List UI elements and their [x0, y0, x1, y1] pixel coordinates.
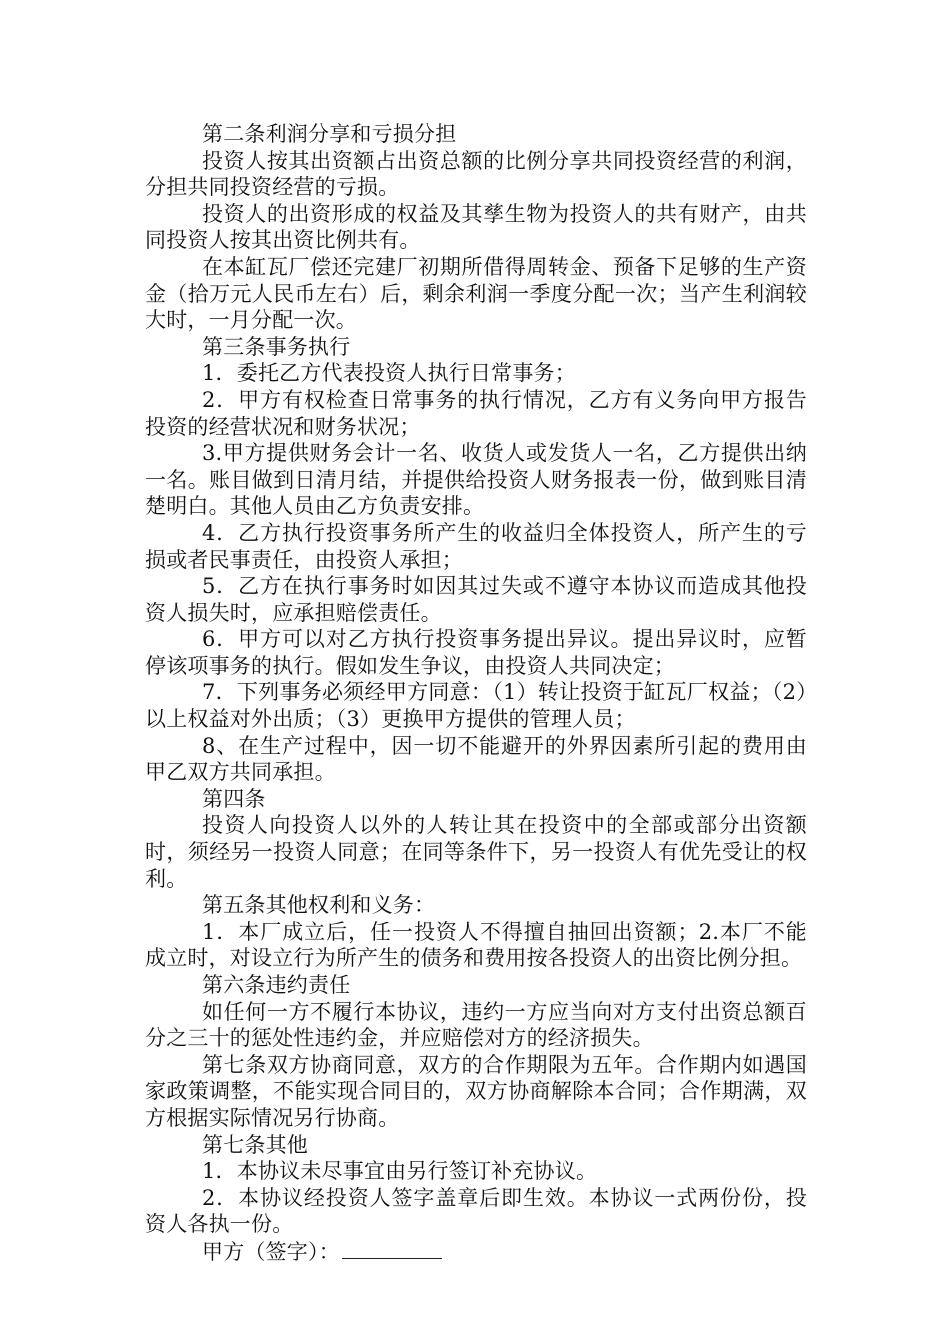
paragraph: 投资人按其出资额占出资总额的比例分享共同投资经营的利润，分担共同投资经营的亏损。	[145, 148, 807, 200]
list-item: 5．乙方在执行事务时如因其过失或不遵守本协议而造成其他投资人损失时，应承担赔偿责任。	[145, 574, 807, 625]
list-item: 6．甲方可以对乙方执行投资事务提出异议。提出异议时，应暂停该项事务的执行。假如发生争议，由投资人共同决定；	[145, 627, 807, 678]
list-item: 2．本协议经投资人签字盖章后即生效。本协议一式两份份，投资人各执一份。	[145, 1185, 807, 1237]
paragraph: 投资人向投资人以外的人转让其在投资中的全部或部分出资额时，须经另一投资人同意；在同等条件下，另一投资人有优先受让的权利。	[145, 813, 807, 891]
list-item: 1．本协议未尽事宜由另行签订补充协议。	[202, 1159, 598, 1184]
list-item: 1．本厂成立后，任一投资人不得擅自抽回出资额；2.本厂不能成立时，对设立行为所产生的债务和费用按各投资人的出资比例分担。	[145, 919, 807, 971]
signature-blank[interactable]	[342, 1238, 442, 1259]
article-6-heading: 第六条违约责任	[202, 973, 351, 997]
article-4-heading: 第四条	[202, 786, 266, 811]
list-item: 8、在生产过程中，因一切不能避开的外界因素所引起的费用由甲乙双方共同承担。	[145, 733, 807, 785]
paragraph: 投资人的出资形成的权益及其孳生物为投资人的共有财产，由共同投资人按其出资比例共有。	[145, 201, 807, 253]
article-5-heading: 第五条其他权利和义务：	[202, 893, 436, 918]
article-7-heading: 第七条其他	[202, 1132, 308, 1157]
paragraph: 在本缸瓦厂偿还完建厂初期所借得周转金、预备下足够的生产资金（拾万元人民币左右）后，剩余利润一季度分配一次；当产生利润较大时，一月分配一次。	[145, 254, 807, 333]
list-item: 1．委托乙方代表投资人执行日常事务；	[202, 361, 576, 386]
signature-line	[145, 1238, 807, 1266]
list-item: 4．乙方执行投资事务所产生的收益归全体投资人，所产生的亏损或者民事责任，由投资人承担；	[145, 520, 807, 572]
signature-label: 甲方（签字）：	[202, 1239, 340, 1264]
list-item: 3.甲方提供财务会计一名、收货人或发货人一名，乙方提供出纳一名。账目做到日清月结，并提供给投资人财务报表一份，做到账目清楚明白。其他人员由乙方负责安排。	[145, 441, 807, 519]
document-body	[145, 121, 807, 1266]
list-item: 7．下列事务必须经甲方同意：（1）转让投资于缸瓦厂权益；（2）以上权益对外出质；（3）更换甲方提供的管理人员；	[145, 680, 807, 732]
list-item: 2．甲方有权检查日常事务的执行情况，乙方有义务向甲方报告投资的经营状况和财务状况；	[145, 387, 807, 439]
paragraph: 如任何一方不履行本协议，违约一方应当向对方支付出资总额百分之三十的惩处性违约金，并应赔偿对方的经济损失。	[145, 999, 807, 1051]
article-2-heading: 第二条利润分享和亏损分担	[202, 122, 457, 146]
article-3-heading: 第三条事务执行	[202, 334, 351, 359]
paragraph: 第七条双方协商同意，双方的合作期限为五年。合作期内如遇国家政策调整，不能实现合同目的，双方协商解除本合同；合作期满，双方根据实际情况另行协商。	[145, 1052, 807, 1130]
